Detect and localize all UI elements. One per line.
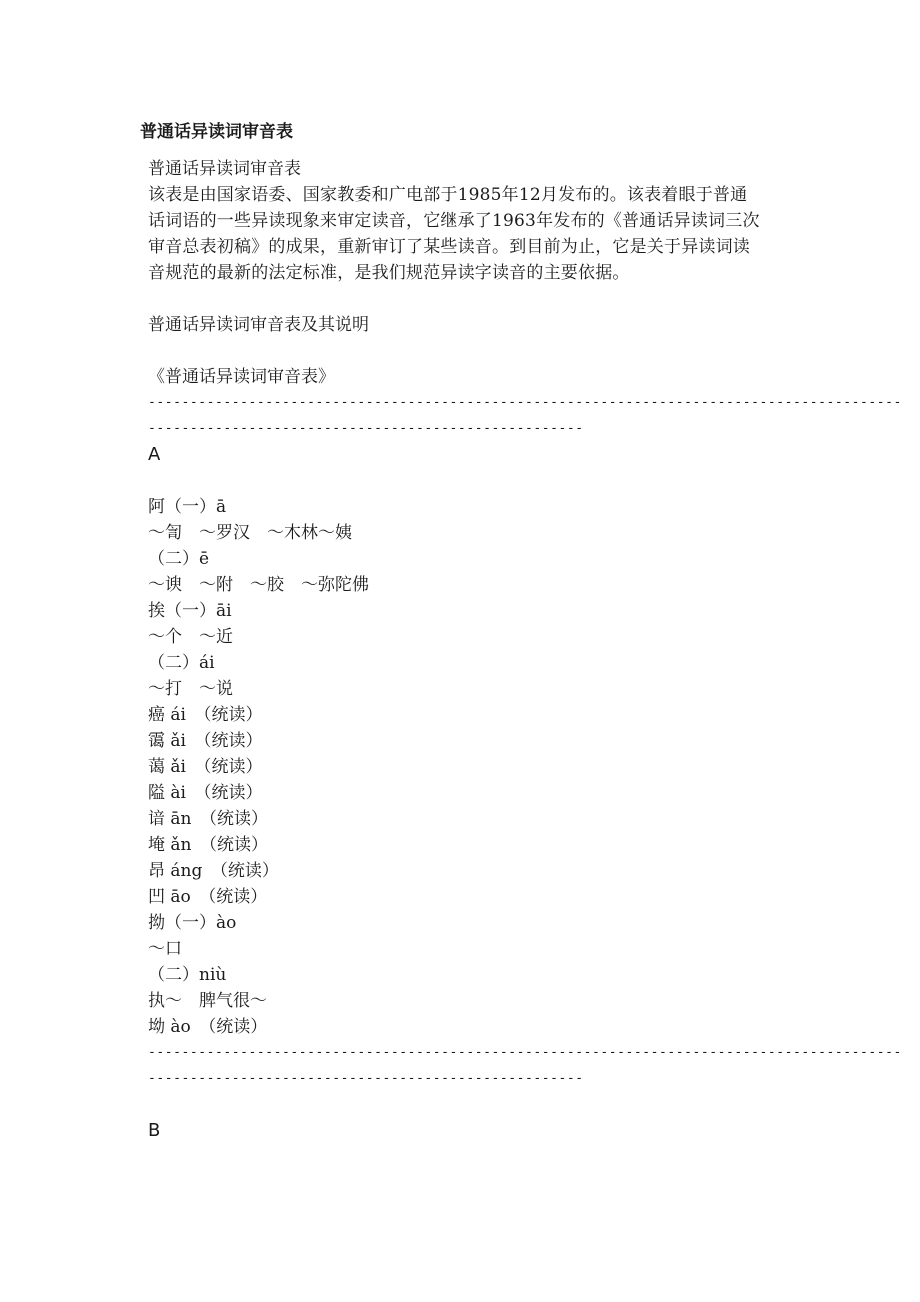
entry-line: 蔼 ǎi （统读） (148, 757, 263, 777)
intro-paragraph-line: 话词语的一些异读现象来审定读音，它继承了1963年发布的《普通话异读词三次 (148, 211, 760, 231)
entry-line: ～个 ～近 (148, 627, 233, 647)
separator-line: ---------------------------------------------------- (148, 1071, 584, 1086)
entry-line: ～訇 ～罗汉 ～木林～姨 (148, 523, 352, 543)
entry-line: 埯 ǎn （统读） (148, 835, 268, 855)
intro-paragraph-line: 该表是由国家语委、国家教委和广电部于1985年12月发布的。该表着眼于普通 (148, 185, 748, 205)
entry-line: ～打 ～说 (148, 679, 233, 699)
separator-line: ------------------------------------------------------------------------------------------ (148, 1045, 902, 1060)
section-letter-a: A (148, 444, 161, 465)
entry-line: 霭 ǎi （统读） (148, 731, 263, 751)
entry-line: （二）ē (148, 549, 210, 569)
entry-line: 阿（一）ā (148, 497, 227, 517)
entry-line: 隘 ài （统读） (148, 783, 263, 803)
intro-heading: 普通话异读词审音表 (148, 159, 301, 179)
entry-line: 坳 ào （统读） (148, 1017, 268, 1037)
page-title: 普通话异读词审音表 (140, 122, 293, 142)
entry-line: 执～ 脾气很～ (148, 991, 267, 1011)
entry-line: 凹 āo （统读） (148, 887, 268, 907)
entry-line: 昂 áng （统读） (148, 861, 279, 881)
entry-line: 癌 ái （统读） (148, 705, 263, 725)
table-title: 《普通话异读词审音表》 (148, 367, 335, 387)
entry-line: 挨（一）āi (148, 601, 232, 621)
separator-line: ---------------------------------------------------- (148, 421, 584, 436)
intro-paragraph-line: 音规范的最新的法定标准，是我们规范异读字读音的主要依据。 (148, 263, 630, 283)
document-body (148, 156, 902, 1144)
entry-line: （二）ái (148, 653, 215, 673)
section-letter-b: B (148, 1120, 161, 1141)
entry-line: ～谀 ～附 ～胶 ～弥陀佛 (148, 575, 369, 595)
entry-line: 拗（一）ào (148, 913, 237, 933)
separator-line: ------------------------------------------------------------------------------------------ (148, 395, 902, 410)
subheading: 普通话异读词审音表及其说明 (148, 315, 369, 335)
entry-line: 谙 ān （统读） (148, 809, 268, 829)
intro-paragraph-line: 审音总表初稿》的成果，重新审订了某些读音。到目前为止，它是关于异读词读 (148, 237, 750, 257)
entry-line: ～口 (148, 939, 182, 959)
entry-line: （二）niù (148, 965, 227, 985)
